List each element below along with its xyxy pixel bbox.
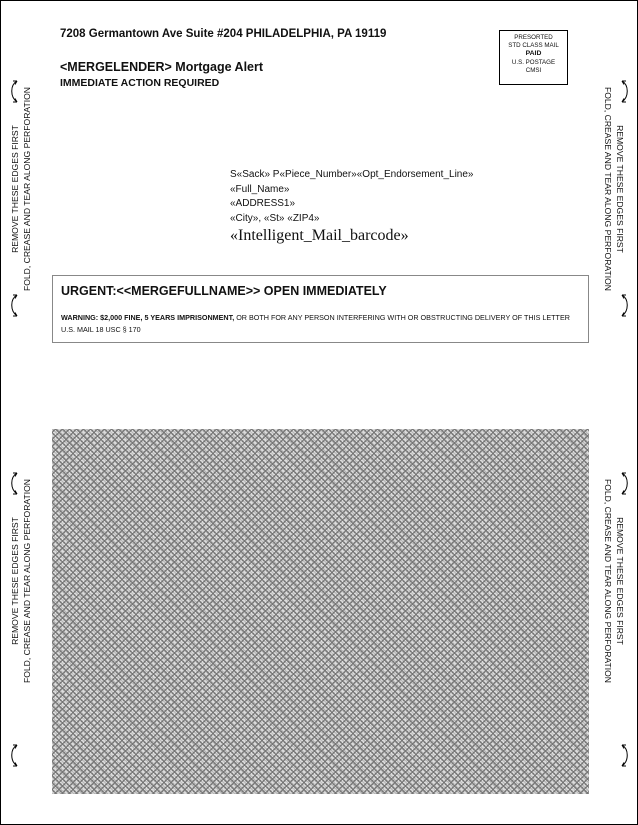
curved-arrow-icon [7,743,21,769]
indicia-line-paid: PAID [525,50,542,58]
urgent-notice-box [52,275,589,343]
curved-arrow-icon [618,743,632,769]
curved-arrow-icon [618,79,632,105]
edge-line-remove: REMOVE THESE EDGES FIRST [10,125,20,253]
recipient-address-block [230,168,474,246]
indicia-line-postage: U.S. POSTAGE [511,58,556,66]
edge-line-remove: REMOVE THESE EDGES FIRST [615,517,625,645]
warning-bold: WARNING: $2,000 FINE, 5 YEARS IMPRISONMENT, [61,313,235,322]
address-line-street: «ADDRESS1» [230,198,296,210]
address-line-name: «Full_Name» [230,183,290,195]
edge-line-remove: REMOVE THESE EDGES FIRST [615,125,625,253]
urgent-title: URGENT:<<MERGEFULLNAME>> OPEN IMMEDIATELY [61,284,387,298]
edge-line-fold: FOLD, CREASE AND TEAR ALONG PERFORATION [22,478,32,684]
address-line-city: «City», «St» «ZIP4» [230,212,320,224]
intelligent-mail-barcode: «Intelligent_Mail_barcode» [230,227,409,245]
return-address: 7208 Germantown Ave Suite #204 PHILADELPHIA, PA 19119 [60,28,387,40]
alert-subtitle: IMMEDIATE ACTION REQUIRED [60,77,220,89]
edge-instructions-right-top [598,79,626,299]
warning-text [61,312,580,336]
edge-line-fold: FOLD, CREASE AND TEAR ALONG PERFORATION [603,86,613,292]
postage-indicia [499,30,568,85]
edge-line-remove: REMOVE THESE EDGES FIRST [10,517,20,645]
curved-arrow-icon [7,79,21,105]
curved-arrow-icon [618,471,632,497]
edge-line-fold: FOLD, CREASE AND TEAR ALONG PERFORATION [22,86,32,292]
security-pattern [52,429,589,794]
alert-title: <MERGELENDER> Mortgage Alert [60,60,264,74]
edge-instructions-right-bottom [598,471,626,691]
indicia-line-presorted: PRESORTED [514,34,553,41]
indicia-line-permit: CMSI [525,66,542,74]
address-line-sack: S«Sack» P«Piece_Number»«Opt_Endorsement_Line» [230,169,474,180]
curved-arrow-icon [618,293,632,319]
curved-arrow-icon [7,471,21,497]
edge-instructions-left-top [9,79,37,299]
edge-line-fold: FOLD, CREASE AND TEAR ALONG PERFORATION [603,478,613,684]
curved-arrow-icon [7,293,21,319]
warning-rest: OR BOTH FOR ANY PERSON INTERFERING WITH OR OBSTRUCTING DELIVERY OF THIS LETTER U.S. MAIL 18 USC § 170 [61,313,570,334]
edge-instructions-left-bottom [9,471,37,691]
indicia-line-class: STD CLASS MAIL [508,42,559,50]
